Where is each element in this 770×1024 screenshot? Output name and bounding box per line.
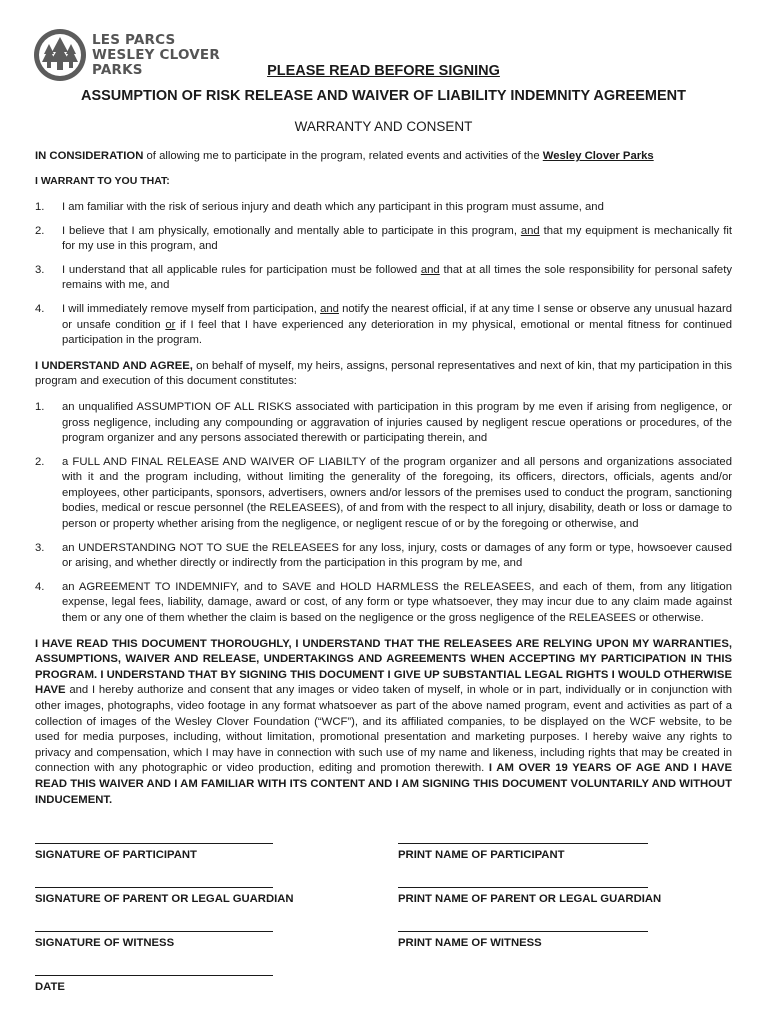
date-field[interactable] [35,962,273,993]
warrant-list [35,200,732,349]
item-text: an AGREEMENT TO INDEMNIFY, and to SAVE and HOLD HARMLESS the RELEASEES, and each of them, from any litigation expense, legal fees, liability, damage, award or cost, of any form or type whatsoever, they may incur due to any claim made against them or any one of them whether the claim is based on the negligence or the gross negligence of the RELEASEES or otherwise. [62,580,732,625]
logo-line: WESLEY CLOVER [92,46,220,63]
item-number: 1. [35,200,45,213]
organization-name: Wesley Clover Parks [542,149,654,162]
item-number: 3. [35,541,45,554]
list-item [35,455,732,533]
item-text: I understand that all applicable rules for participation must be followed and that at all times the sole responsibility for personal safety remains with me, and [62,263,733,292]
witness-name-field[interactable] [398,918,648,949]
agree-list [35,400,732,627]
list-item [35,200,732,216]
agree-text: on behalf of myself, my heirs, assigns, personal representatives and next of kin, that my participation in this program and execution of this document constitutes: [35,359,732,388]
signature-line [35,975,273,976]
item-number: 3. [35,263,45,276]
agree-lead: I UNDERSTAND AND AGREE, [35,359,193,372]
witness-signature-field[interactable] [35,918,273,949]
signature-section [35,830,735,1006]
list-item [35,224,732,255]
signature-label: PRINT NAME OF PARENT OR LEGAL GUARDIAN [398,893,662,905]
item-text: I will immediately remove myself from participation, and notify the nearest official, if at any time I sense or observe any unusual hazard or unsafe condition or if I feel that I have experienced any deterioration in my physical, emotional or mental fitness for continued participation in the program. [62,302,732,347]
item-number: 2. [35,455,45,468]
consideration-lead: IN CONSIDERATION [35,149,144,162]
list-item [35,580,732,627]
item-text: an unqualified ASSUMPTION OF ALL RISKS associated with participation in this program by me even if arising from negligence, or gross negligence, including any compounding or aggravation of injuries caused by negligent rescue operations or procedures, of the program organizer and any persons associated therewith or participating therein, and [62,400,732,445]
signature-line [398,931,648,932]
logo-line: LES PARCS [92,31,176,48]
item-text: I am familiar with the risk of serious injury and death which any participant in this program must assume, and [62,200,604,213]
signature-row [35,918,735,962]
agreement-title: ASSUMPTION OF RISK RELEASE AND WAIVER OF LIABILITY INDEMNITY AGREEMENT [80,87,686,104]
signature-line [398,843,648,844]
list-item [35,541,732,572]
signature-row [35,962,735,1006]
item-number: 4. [35,302,45,315]
signature-row [35,830,735,874]
signature-line [398,887,648,888]
signature-label: DATE [35,981,65,993]
item-number: 4. [35,580,45,593]
signature-label: SIGNATURE OF WITNESS [35,937,175,949]
consideration-paragraph [35,149,732,165]
acknowledgement-paragraph [35,637,732,809]
acknowledgement-bold: I HAVE READ THIS DOCUMENT THOROUGHLY, I UNDERSTAND THAT THE RELEASEES ARE RELYING UPON MY WARRANTIES, ASSUMPTIONS, WAIVER AND RELEASE, UNDERTAKINGS AND AGREEMENTS WHEN ACCEPTING MY PARTICIPATION IN THIS PROGRAM. I UNDERSTAND THAT BY SIGNING THIS DOCUMENT I GIVE UP SUBSTANTIAL LEGAL RIGHTS I WOULD OTHERWISE HAVE [35,637,732,697]
item-text: a FULL AND FINAL RELEASE AND WAIVER OF LIABILTY of the program organizer and all persons and organizations associated with it and the program including, without limiting the generality of the foregoing, its officers, directors, officials, agents and/or employees, other participants, sponsors, advertisers, owners and/or lessors of the premises used to conduct the program, sanctioning bodies, medical or rescue personnel (the RELEASEES), of and from with the respect to all injury, disability, death or loss or damage to person or property whether arising from the negligence, or negligent rescue of or by the foregoing or otherwise, and [62,455,732,531]
age-statement: I AM OVER 19 YEARS OF AGE AND I HAVE READ THIS WAIVER AND I AM FAMILIAR WITH ITS CONTENT AND I AM SIGNING THIS DOCUMENT VOLUNTARILY AND WITHOUT INDUCEMENT. [35,762,732,806]
signature-label: SIGNATURE OF PARENT OR LEGAL GUARDIAN [35,893,294,905]
signature-line [35,843,273,844]
participant-signature-field[interactable] [35,830,273,861]
signature-line [35,887,273,888]
item-text: I believe that I am physically, emotionally and mentally able to participate in this program, and that my equipment is mechanically fit for my use in this program, and [62,224,732,253]
page-title: PLEASE READ BEFORE SIGNING [267,63,500,79]
signature-label: SIGNATURE OF PARTICIPANT [35,849,197,861]
item-number: 1. [35,400,45,413]
consent-text: and I hereby authorize and consent that any images or video taken of myself, in whole or in part, individually or in conjunction with other images, photographs, video footage in any format whatsoever as part of the above named program, event and activities as part of a collection of images of the Wesley Clover Foundation (“WCF”), and its affiliated companies, to be displayed on the WCF website, to be used for media purposes, including, without limitation, promotional presentation and marketing purposes. I hereby waive any rights to privacy and compensation, which I may have in connection with such use of my name and likeness, including rights that may be created in connection with any photographic or video production, editing and promotion therewith. [35,684,732,775]
item-number: 2. [35,224,45,237]
signature-row [35,874,735,918]
section-title: WARRANTY AND CONSENT [294,119,473,135]
guardian-name-field[interactable] [398,874,662,905]
consideration-text: of allowing me to participate in the program, related events and activities of the [143,149,543,162]
list-item [35,302,732,349]
signature-label: PRINT NAME OF WITNESS [398,937,542,949]
list-item [35,263,732,294]
logo-line: PARKS [92,61,143,78]
signature-label: PRINT NAME OF PARTICIPANT [398,849,565,861]
agree-paragraph [35,359,732,390]
waiver-document [35,61,733,818]
signature-line [35,931,273,932]
item-text: an UNDERSTANDING NOT TO SUE the RELEASEES for any loss, injury, costs or damages of any form or type, howsoever caused or arising, and whether directly or indirectly from the participation in this program by me, and [62,541,732,570]
list-item [35,400,732,447]
guardian-signature-field[interactable] [35,874,294,905]
participant-name-field[interactable] [398,830,648,861]
warrant-heading: I WARRANT TO YOU THAT: [35,175,170,188]
